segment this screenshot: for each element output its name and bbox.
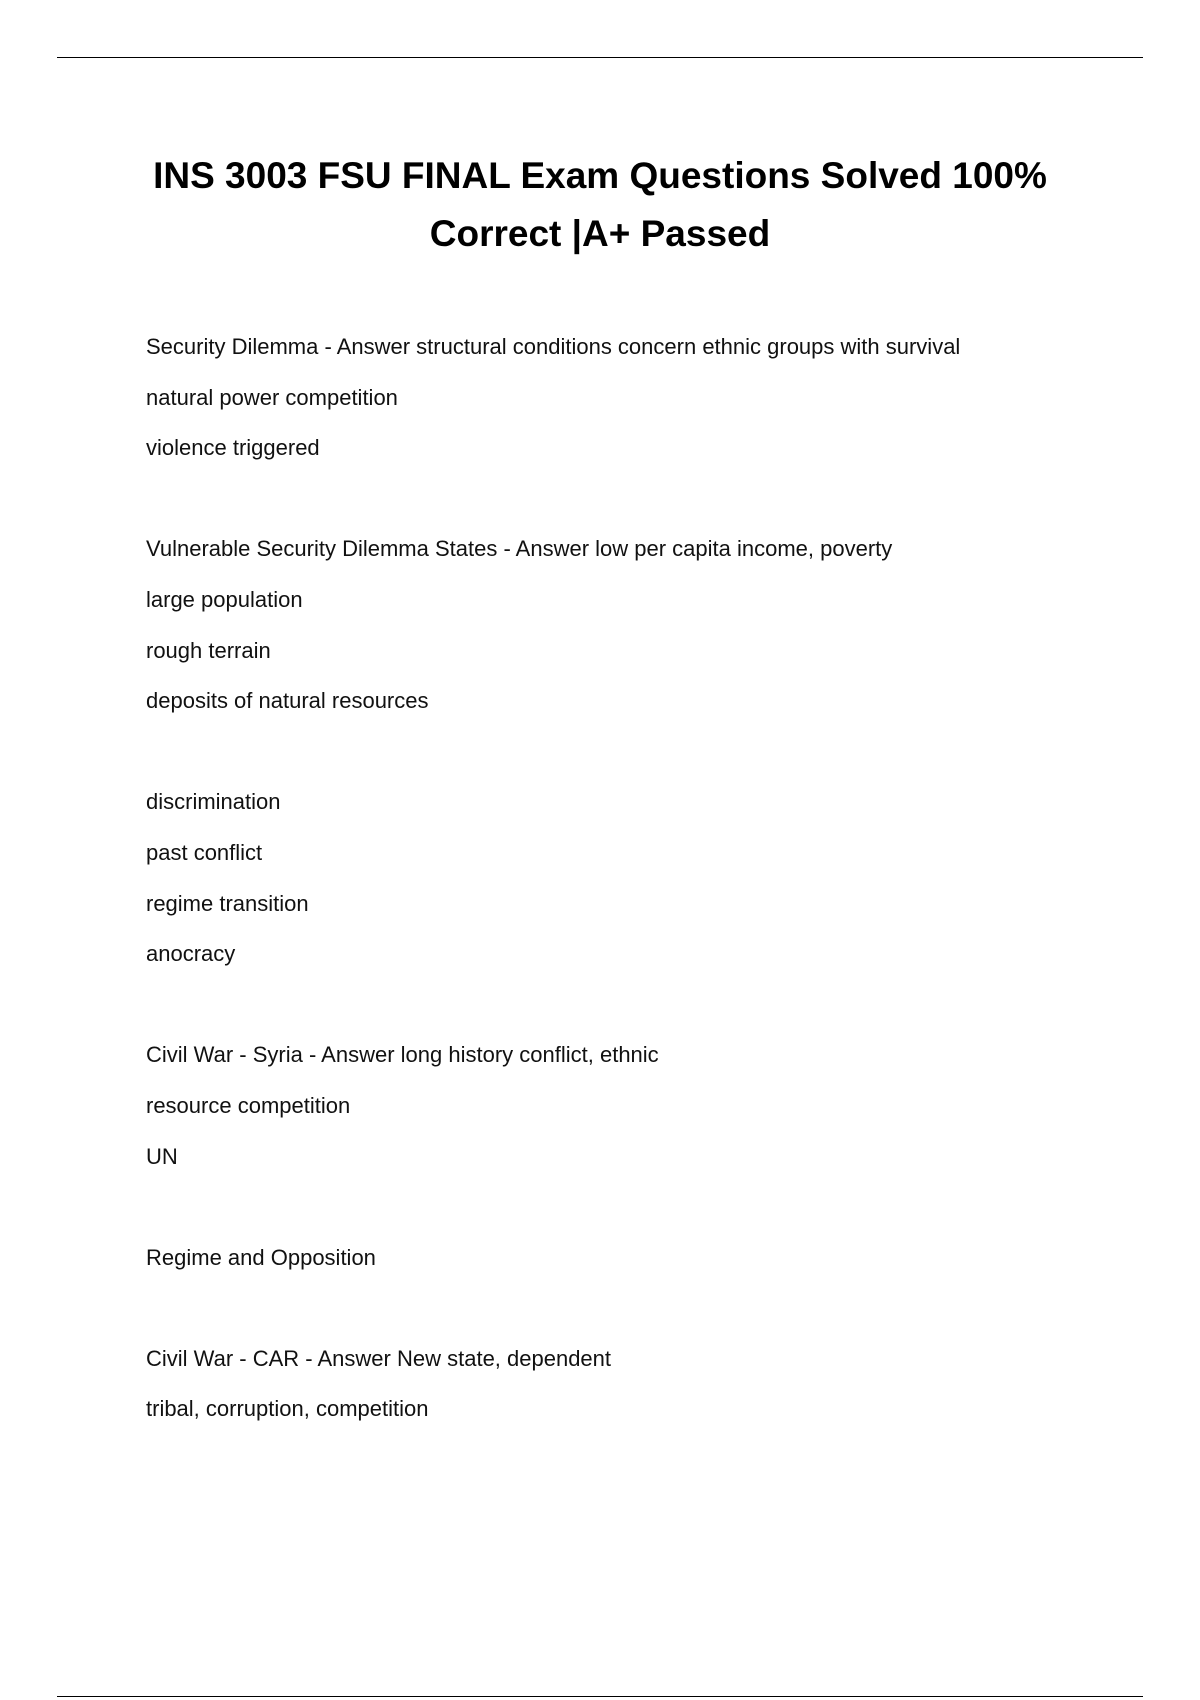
- body-line: large population: [146, 586, 303, 612]
- body-line: rough terrain: [146, 637, 271, 663]
- body-line: deposits of natural resources: [146, 688, 429, 714]
- blank-line: [146, 727, 1106, 778]
- title-line-2: Correct |A+ Passed: [429, 213, 771, 254]
- document-title: [100, 147, 1100, 263]
- header-rule: [57, 57, 1143, 58]
- document-body: [146, 322, 1106, 1435]
- body-line: resource competition: [146, 1092, 351, 1118]
- blank-line: [146, 980, 1106, 1031]
- body-line: past conflict: [146, 839, 263, 865]
- body-line: Regime and Opposition: [146, 1244, 376, 1270]
- footer-rule: [57, 1696, 1143, 1697]
- body-line: UN: [146, 1143, 178, 1169]
- body-line: Vulnerable Security Dilemma States - Answer low per capita income, poverty: [146, 536, 893, 562]
- body-line: discrimination: [146, 789, 281, 815]
- body-line: anocracy: [146, 941, 236, 967]
- title-line-1: INS 3003 FSU FINAL Exam Questions Solved 100%: [153, 155, 1047, 196]
- body-line: natural power competition: [146, 384, 398, 410]
- body-line: Civil War - Syria - Answer long history conflict, ethnic: [146, 1042, 659, 1068]
- blank-line: [146, 1182, 1106, 1233]
- blank-line: [146, 474, 1106, 525]
- body-line: tribal, corruption, competition: [146, 1396, 429, 1422]
- body-line: Security Dilemma - Answer structural conditions concern ethnic groups with survival: [146, 334, 961, 359]
- body-line: regime transition: [146, 890, 309, 916]
- body-line: Civil War - CAR - Answer New state, dependent: [146, 1345, 612, 1371]
- blank-line: [146, 1283, 1106, 1334]
- body-line: violence triggered: [146, 435, 320, 461]
